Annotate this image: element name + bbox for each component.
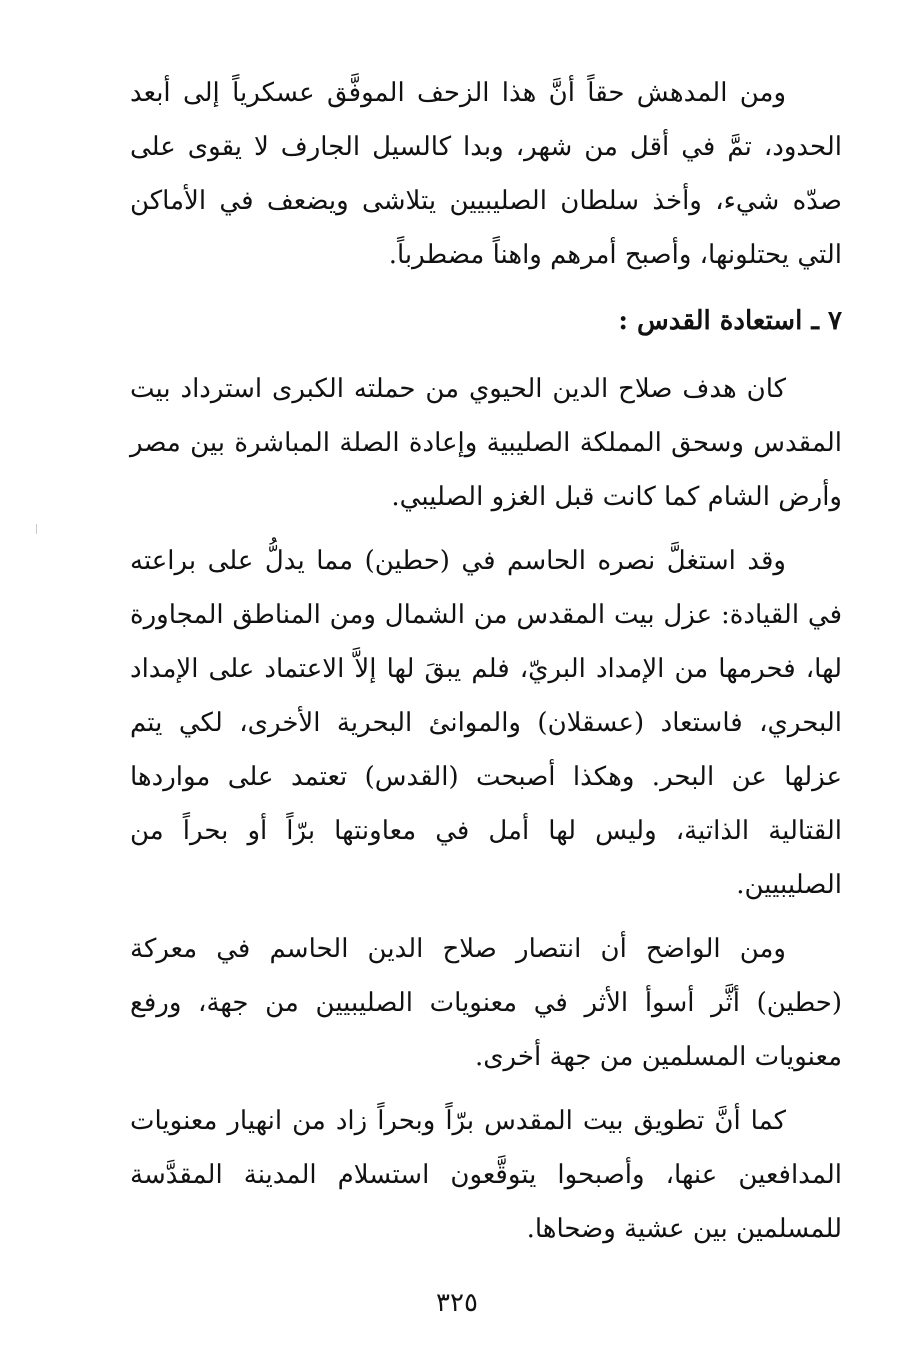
paragraph-3: وقد استغلَّ نصره الحاسم في (حطين) مما يدلُّ على براعته في القيادة: عزل بيت المقدس من الشمال ومن المناطق المجاورة لها، فحرمها من الإمداد البريّ، فلم يبقَ لها إلاَّ الاعتماد على الإمداد البحري، فاستعاد (عسقلان) والموانئ البحرية الأخرى، لكي يتم عزلها عن البحر. وهكذا أصبحت (القدس) تعتمد على مواردها القتالية الذاتية، وليس لها أمل في معاونتها برّاً أو بحراً من الصليبيين. — [130, 546, 842, 900]
paragraph-4: ومن الواضح أن انتصار صلاح الدين الحاسم في معركة (حطين) أثَّر أسوأ الأثر في معنويات الصليبيين من جهة، ورفع معنويات المسلمين من جهة أخرى. — [130, 934, 842, 1072]
paragraph-5: كما أنَّ تطويق بيت المقدس برّاً وبحراً زاد من انهيار معنويات المدافعين عنها، وأصبحوا يتوقَّعون استسلام المدينة المقدَّسة للمسلمين بين عشية وضحاها. — [130, 1106, 842, 1244]
margin-mark — [36, 524, 37, 534]
page-number: ٣٢٥ — [436, 1288, 478, 1318]
paragraph-2: كان هدف صلاح الدين الحيوي من حملته الكبرى استرداد بيت المقدس وسحق المملكة الصليبية وإعادة الصلة المباشرة بين مصر وأرض الشام كما كانت قبل الغزو الصليبي. — [130, 374, 842, 512]
paragraph-1: ومن المدهش حقاً أنَّ هذا الزحف الموفَّق عسكرياً إلى أبعد الحدود، تمَّ في أقل من شهر، وبدا كالسيل الجارف لا يقوى على صدّه شيء، وأخذ سلطان الصليبيين يتلاشى ويضعف في الأماكن التي يحتلونها، وأصبح أمرهم واهناً مضطرباً. — [130, 78, 842, 270]
page-body — [130, 66, 842, 1256]
section-heading: ٧ ـ استعادة القدس : — [618, 306, 842, 336]
